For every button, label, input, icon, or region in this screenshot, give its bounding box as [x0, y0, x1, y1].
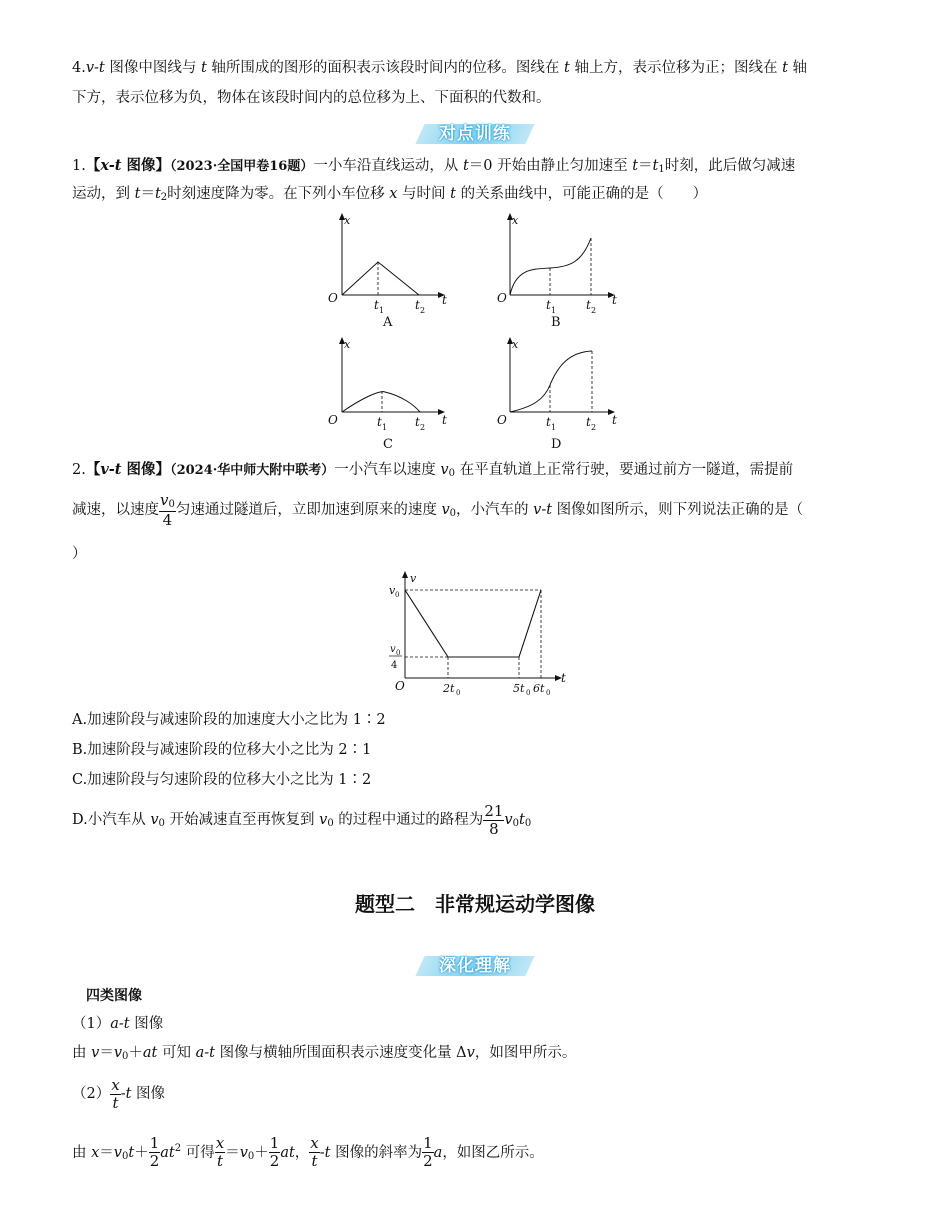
- graph-d-label: D: [551, 437, 562, 452]
- graph-a-label: A: [383, 315, 393, 330]
- fraction-x-over-t-2: $\frac{x}{t}$: [215, 1134, 225, 1171]
- graph-a: [328, 214, 447, 330]
- four-graph-types-title: 四类图像: [86, 988, 142, 1004]
- option-c[interactable]: C.加速阶段与匀速阶段的位移大小之比为 1∶2: [72, 772, 372, 788]
- vt-tick-6t0: 6t: [533, 682, 545, 695]
- vt-tick-2t0: 2t: [443, 682, 455, 695]
- graph-a-t-label: t: [442, 293, 447, 307]
- vt-quarter-den: 4: [391, 660, 398, 671]
- graph-d-t1-sub: 1: [551, 423, 557, 432]
- graph-b-origin: O: [497, 291, 507, 305]
- vt-tick-2t0-sub: 0: [456, 689, 461, 697]
- intro-line-2: 下方，表示位移为负，物体在该段时间内的总位移为上、下面积的代数和。: [72, 90, 551, 106]
- vt-quarter-num: v: [390, 644, 396, 655]
- fraction-one-half-2: $\frac{1}{2}$: [269, 1134, 280, 1171]
- graph-d-origin: O: [497, 413, 507, 427]
- fraction-x-over-t: $\frac{x}{t}$: [111, 1075, 120, 1112]
- graph-b-t1: t: [546, 298, 551, 312]
- option-a[interactable]: A.加速阶段与减速阶段的加速度大小之比为 1∶2: [72, 712, 386, 728]
- vt-tick-5t0-sub: 0: [526, 689, 531, 697]
- vt-t-axis-label: t: [561, 671, 566, 685]
- item-1-a-t: （1）a-t 图像: [72, 1016, 164, 1032]
- graph-c: [328, 338, 447, 452]
- graph-c-t1-sub: 1: [382, 423, 388, 432]
- graph-d-t2-sub: 2: [591, 423, 597, 432]
- question-2-line-1: 2.【v-t 图像】（2024·华中师大附中联考）一小汽车以速度 $v_0$ 在平直轨道上正常行驶，要通过前方一隧道，需提前: [72, 461, 794, 479]
- graph-b-label: B: [551, 315, 561, 330]
- question-1-line-1: 1.【x-t 图像】（2023·全国甲卷16题）一小车沿直线运动，从 t＝0 开始由静止匀加速至 $t=t_1$时刻，此后做匀减速: [72, 157, 796, 175]
- graph-c-t-label: t: [442, 413, 447, 427]
- fraction-one-half-3: $\frac{1}{2}$: [423, 1134, 433, 1171]
- graph-d-t2: t: [586, 415, 591, 429]
- graph-a-t2-sub: 2: [420, 306, 426, 315]
- vt-v0-sub: 0: [395, 591, 400, 599]
- graph-d-t-label: t: [612, 413, 617, 427]
- item-2-x-over-t: （2） $\frac{x}{t}$ -t 图像: [72, 1075, 166, 1112]
- option-d[interactable]: D.小汽车从 $v_0$ 开始减速直至再恢复到 $v_0$ 的过程中通过的路程为 $\frac{21}{8}$ $v_0t_0$: [72, 801, 532, 838]
- graph-a-origin: O: [328, 291, 338, 305]
- graph-c-origin: O: [328, 413, 338, 427]
- question-1-line-2: 运动，到 $t=t_2$时刻速度降为零。在下列小车位移 x 与时间 t 的关系曲线中，可能正确的是（ ）: [72, 186, 708, 203]
- vt-origin: O: [395, 679, 405, 693]
- item-1-description: 由 $v=v_0+at$ 可知 a-t 图像与横轴所围面积表示速度变化量 Δv，如图甲所示。: [72, 1045, 577, 1062]
- graph-b-t-label: t: [612, 293, 617, 307]
- question-2-vt-graph: [385, 570, 575, 700]
- graph-c-label: C: [383, 437, 393, 452]
- graph-b: [497, 214, 617, 330]
- vt-tick-5t0: 5t: [513, 682, 525, 695]
- graph-a-t1: t: [374, 298, 379, 312]
- graph-c-t2-sub: 2: [420, 423, 426, 432]
- graph-b-t2: t: [586, 298, 591, 312]
- graph-c-x-label: x: [344, 338, 351, 351]
- section-2-heading: 题型二 非常规运动学图像: [355, 892, 595, 916]
- vt-quarter-num-sub: 0: [396, 649, 401, 657]
- fraction-one-half: $\frac{1}{2}$: [149, 1134, 160, 1171]
- graph-c-t2: t: [415, 415, 420, 429]
- vt-v0-label: v: [389, 584, 396, 597]
- fraction-x-over-t-3: $\frac{x}{t}$: [310, 1134, 319, 1171]
- fraction-v0-over-4: $\frac{v_0}{4}$: [160, 490, 175, 529]
- question-1-graphs: [320, 210, 640, 460]
- intro-line-1: 4.v-t 图像中图线与 t 轴所围成的图形的面积表示该段时间内的位移。图线在 t 轴上方，表示位移为正；图线在 t 轴: [72, 60, 808, 76]
- graph-d: [497, 338, 617, 452]
- graph-a-t2: t: [415, 298, 420, 312]
- graph-b-t2-sub: 2: [591, 306, 597, 315]
- section-banner-deep-understanding: 深化理解: [420, 954, 530, 978]
- graph-c-t1: t: [377, 415, 382, 429]
- item-2-description: 由 $x=v_0t+$ $\frac{1}{2}$ $at^2$ 可得 $\frac{x}{t}$ $=v_0+$ $\frac{1}{2}$ at， $\frac{x}{t}$ -t 图像的斜率为 $\frac{1}{2}$ a，如图乙所示。: [72, 1134, 544, 1171]
- graph-a-t1-sub: 1: [379, 306, 385, 315]
- graph-d-t1: t: [546, 415, 551, 429]
- vt-v-axis-label: v: [410, 572, 417, 585]
- graph-a-x-label: x: [344, 214, 351, 227]
- graph-b-x-label: x: [512, 214, 519, 227]
- question-2-line-3: ）: [72, 546, 87, 562]
- graph-d-x-label: x: [512, 338, 519, 351]
- vt-tick-6t0-sub: 0: [546, 689, 551, 697]
- section-banner-practice: 对点训练: [420, 122, 530, 146]
- graph-b-t1-sub: 1: [551, 306, 557, 315]
- option-b[interactable]: B.加速阶段与减速阶段的位移大小之比为 2∶1: [72, 742, 372, 758]
- fraction-21-over-8: $\frac{21}{8}$: [484, 801, 504, 838]
- question-2-line-2: 减速，以速度 $\frac{v_0}{4}$ 匀速通过隧道后，立即加速到原来的速度 $v_0$，小汽车的 v-t 图像如图所示，则下列说法正确的是（: [72, 490, 804, 529]
